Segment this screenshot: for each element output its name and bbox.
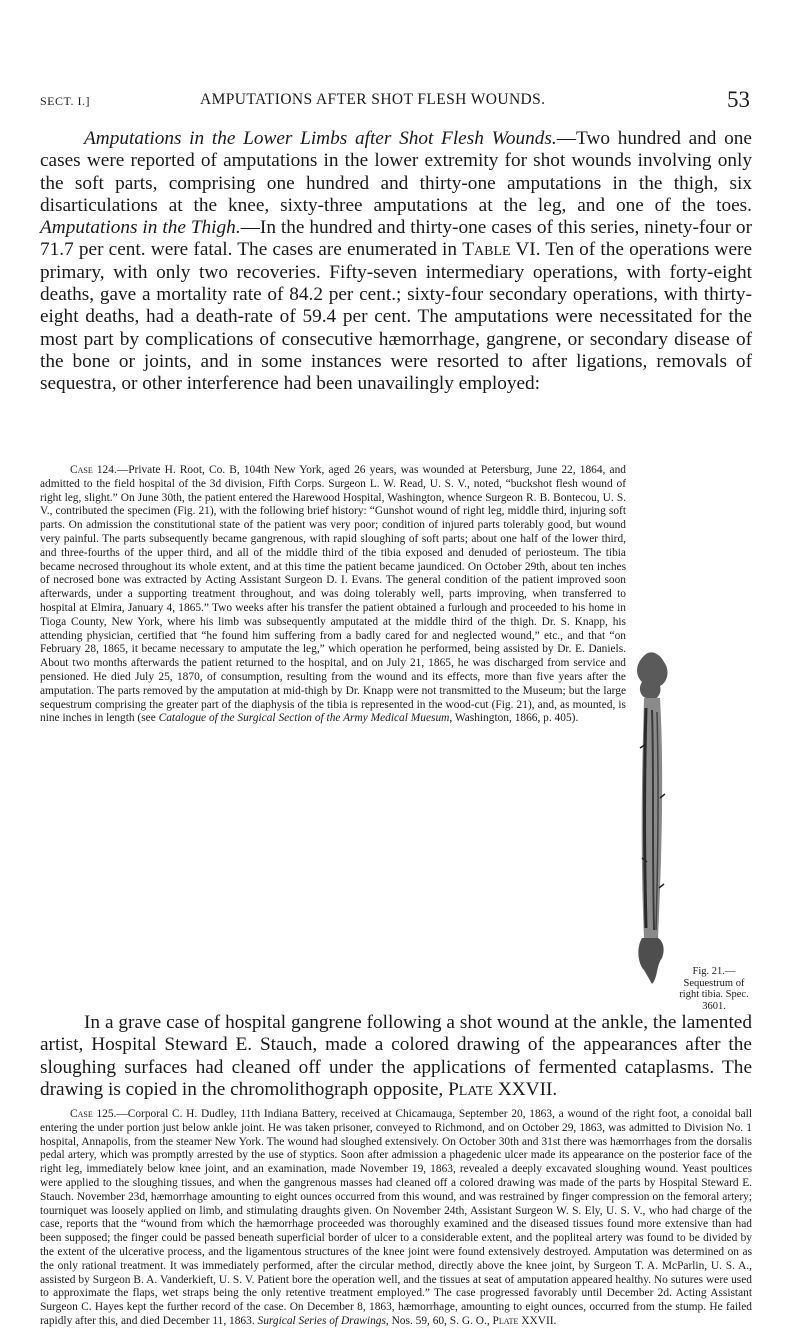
page-header [40, 87, 750, 114]
thigh-text-b: Ten of the operations were primary, with only two recoveries. Fifty-seven intermediary operations, with forty-eight deaths, gave a mortality rate of 84.2 per cent.; sixty-four secondary operations, with thirty-eight deaths, had a death-rate of 59.4 per cent. The amputations were necessitated for the most part by complications of consecutive hæmorrhage, gangrene, or secondary disease of the bone or joints, and in some instances were resorted to after ligations, removals of sequestra, or other interference had been unavailingly employed: [40, 239, 753, 395]
figure-caption: Fig. 21.—Sequestrum of right tibia. Spec. 3601. [679, 966, 749, 1012]
stauch-text: In a grave case of hospital gangrene following a shot wound at the ankle, the lamented artist, Hospital Steward E. Stauch, made a colored drawing of the appearances after the sloughing surfaces had cleaned off under the applications of fermented cataplasms. The drawing is copied in the chromolithograph opposite, [40, 1012, 752, 1100]
case-125-plate-reference: Plate XXVII. [492, 1314, 557, 1327]
thigh-text-a: —In the hundred and thirty-one cases of this series, ninety-four or 71.7 per cent. were fatal. The cases are enumerated in [40, 217, 752, 261]
running-title: AMPUTATIONS AFTER SHOT FLESH WOUNDS. [200, 91, 546, 108]
table-reference: Table VI. [462, 239, 541, 261]
bone-sequestrum-icon [632, 648, 676, 990]
heading-thigh: Amputations in the Thigh. [40, 217, 241, 239]
intro-paragraph [40, 128, 752, 396]
case-124-text: —Private H. Root, Co. B, 104th New York, aged 26 years, was wounded at Petersburg, June 22, 1864, and admitted to the field hospital of the 3d division, Fifth Corps. Surgeon L. W. Read, U. S. V., noted, “buckshot flesh wound of right leg, slight.” On June 30th, the patient entered the Harewood Hospital, Washington, whence Surgeon R. B. Bontecou, U. S. V., contributed the specimen (Fig. 21), with the following brief history: “Gunshot wound of right leg, middle third, injuring soft parts. On admission the constitutional state of the patient was very poor; condition of injured parts tolerably good, but wound very painful. The parts subsequently became gangrenous, with rapid sloughing of soft parts; about one half of the lower third, and three-fourths of the upper third, and all of the middle third of the tibia exposed and denuded of periosteum. The tibia became necrosed throughout its whole extent, and at this time the patient became jaundiced. On October 29th, about ten inches of necrosed bone was extracted by Acting Assistant Surgeon D. I. Evans. The general condition of the patient improved soon afterwards, under a supporting treatment throughout, and was doing tolerably well, parts improving, when transferred to hospital at Elmira, January 4, 1865.” Two weeks after his transfer the patient obtained a furlough and proceeded to his home in Tioga County, New York, where his limb was subsequently amputated at the middle third of the thigh. Dr. S. Knapp, his attending physician, certified that “he found him suffering from a badly cared for and neglected wound,” etc., and that “on February 28, 1865, it became necessary to amputate the leg,” which operation he performed, being assisted by Dr. E. Daniels. About two months afterwards the patient returned to the hospital, and on July 21, 1865, he was discharged from service and pensioned. He died July 25, 1870, of consumption, resulting from the wound and its effects, more than five years after the amputation. The parts removed by the amputation at mid-thigh by Dr. Knapp were not transmitted to the Museum; but the large sequestrum comprising the greater part of the diaphysis of the tibia is represented in the wood-cut (Fig. 21), and, as mounted, is nine inches in length (see [40, 464, 626, 725]
series-tail: , Nos. 59, 60, S. G. O., [385, 1314, 490, 1327]
lower-limbs-text: —Two hundred and one cases were reported of amputations in the lower extremity for shot wounds involving only the soft parts, comprising one hundred and thirty-one amputations in the thigh, six disarticulations at the knee, sixty-three amputations at the leg, and one of the toes. [40, 128, 752, 216]
heading-lower-limbs: Amputations in the Lower Limbs after Shot Flesh Wounds. [84, 128, 557, 149]
plate-reference: Plate XXVII. [448, 1078, 558, 1100]
case-124-label: Case 124. [70, 464, 117, 476]
section-label: SECT. I.] [40, 94, 90, 108]
page-number: 53 [727, 87, 750, 112]
stauch-paragraph [40, 1012, 752, 1101]
case-125-label: Case 125. [70, 1108, 117, 1120]
catalogue-title: Catalogue of the Surgical Section of the Army Medical Muesum [158, 712, 450, 725]
catalogue-tail: , Washington, 1866, p. 405). [449, 712, 579, 725]
case-125-text: —Corporal C. H. Dudley, 11th Indiana Battery, received at Chicamauga, September 20, 1863, a wound of the right foot, a conoidal ball entering the under portion just below ankle joint. He was taken prisoner, conveyed to Richmond, and on October 29, 1863, was admitted to Division No. 1 hospital, Annapolis, from the steamer New York. The wound had sloughed extensively. On October 30th and 31st there was hæmorrhages from the dorsalis pedal artery, which was promptly arrested by the use of styptics. Soon after admission a phagedenic ulcer made its appearance on the posterior face of the right leg, immediately below knee joint, and an examination, made November 19, 1863, revealed a deeply excavated sloughing wound. Yeast poultices were applied to the sloughing tissues, and when the gangrenous masses had cleaned off a colored drawing was made of the parts by Hospital Steward E. Stauch. November 23d, hæmorrhage amounting to eight ounces occurred from this wound, and was restrained by finger compression on the femoral artery; tourniquet was loosely applied on limb, and stimulating draughts given. On November 24th, Assistant Surgeon W. S. Ely, U. S. V., who had charge of the case, reports that the “wound from which the hæmorrhage proceeded was thoroughly examined and the diseased tissues found more extensive than had been supposed; the finger could be passed beneath superficial border of ulcer to a considerable extent, and the popliteal artery was found to be divided by the extent of the ulcerative process, and the ligamentous structures of the knee joint were found extensively destroyed. Amputation was determined on as the only rational treatment. It was immediately performed, after the circular method, directly above the knee joint, by Surgeon T. A. McParlin, U. S. A., assisted by Surgeon B. A. Vanderkieft, U. S. V. Patient bore the operation well, and the tissues at seat of amputation appeared healthy. No sutures were used to approximate the flaps, wet straps being the only retentive treatment employed.” The case progressed favorably until December 2d. Acting Assistant Surgeon C. Hayes kept the further record of the case. On December 8, 1863, hæmorrhage, amounting to eight ounces, occurred from the stump. He failed rapidly after this, and died December 11, 1863. [40, 1108, 752, 1327]
case-125 [40, 1108, 752, 1329]
figure-21 [632, 648, 676, 990]
series-reference: Surgical Series of Drawings [257, 1314, 386, 1327]
